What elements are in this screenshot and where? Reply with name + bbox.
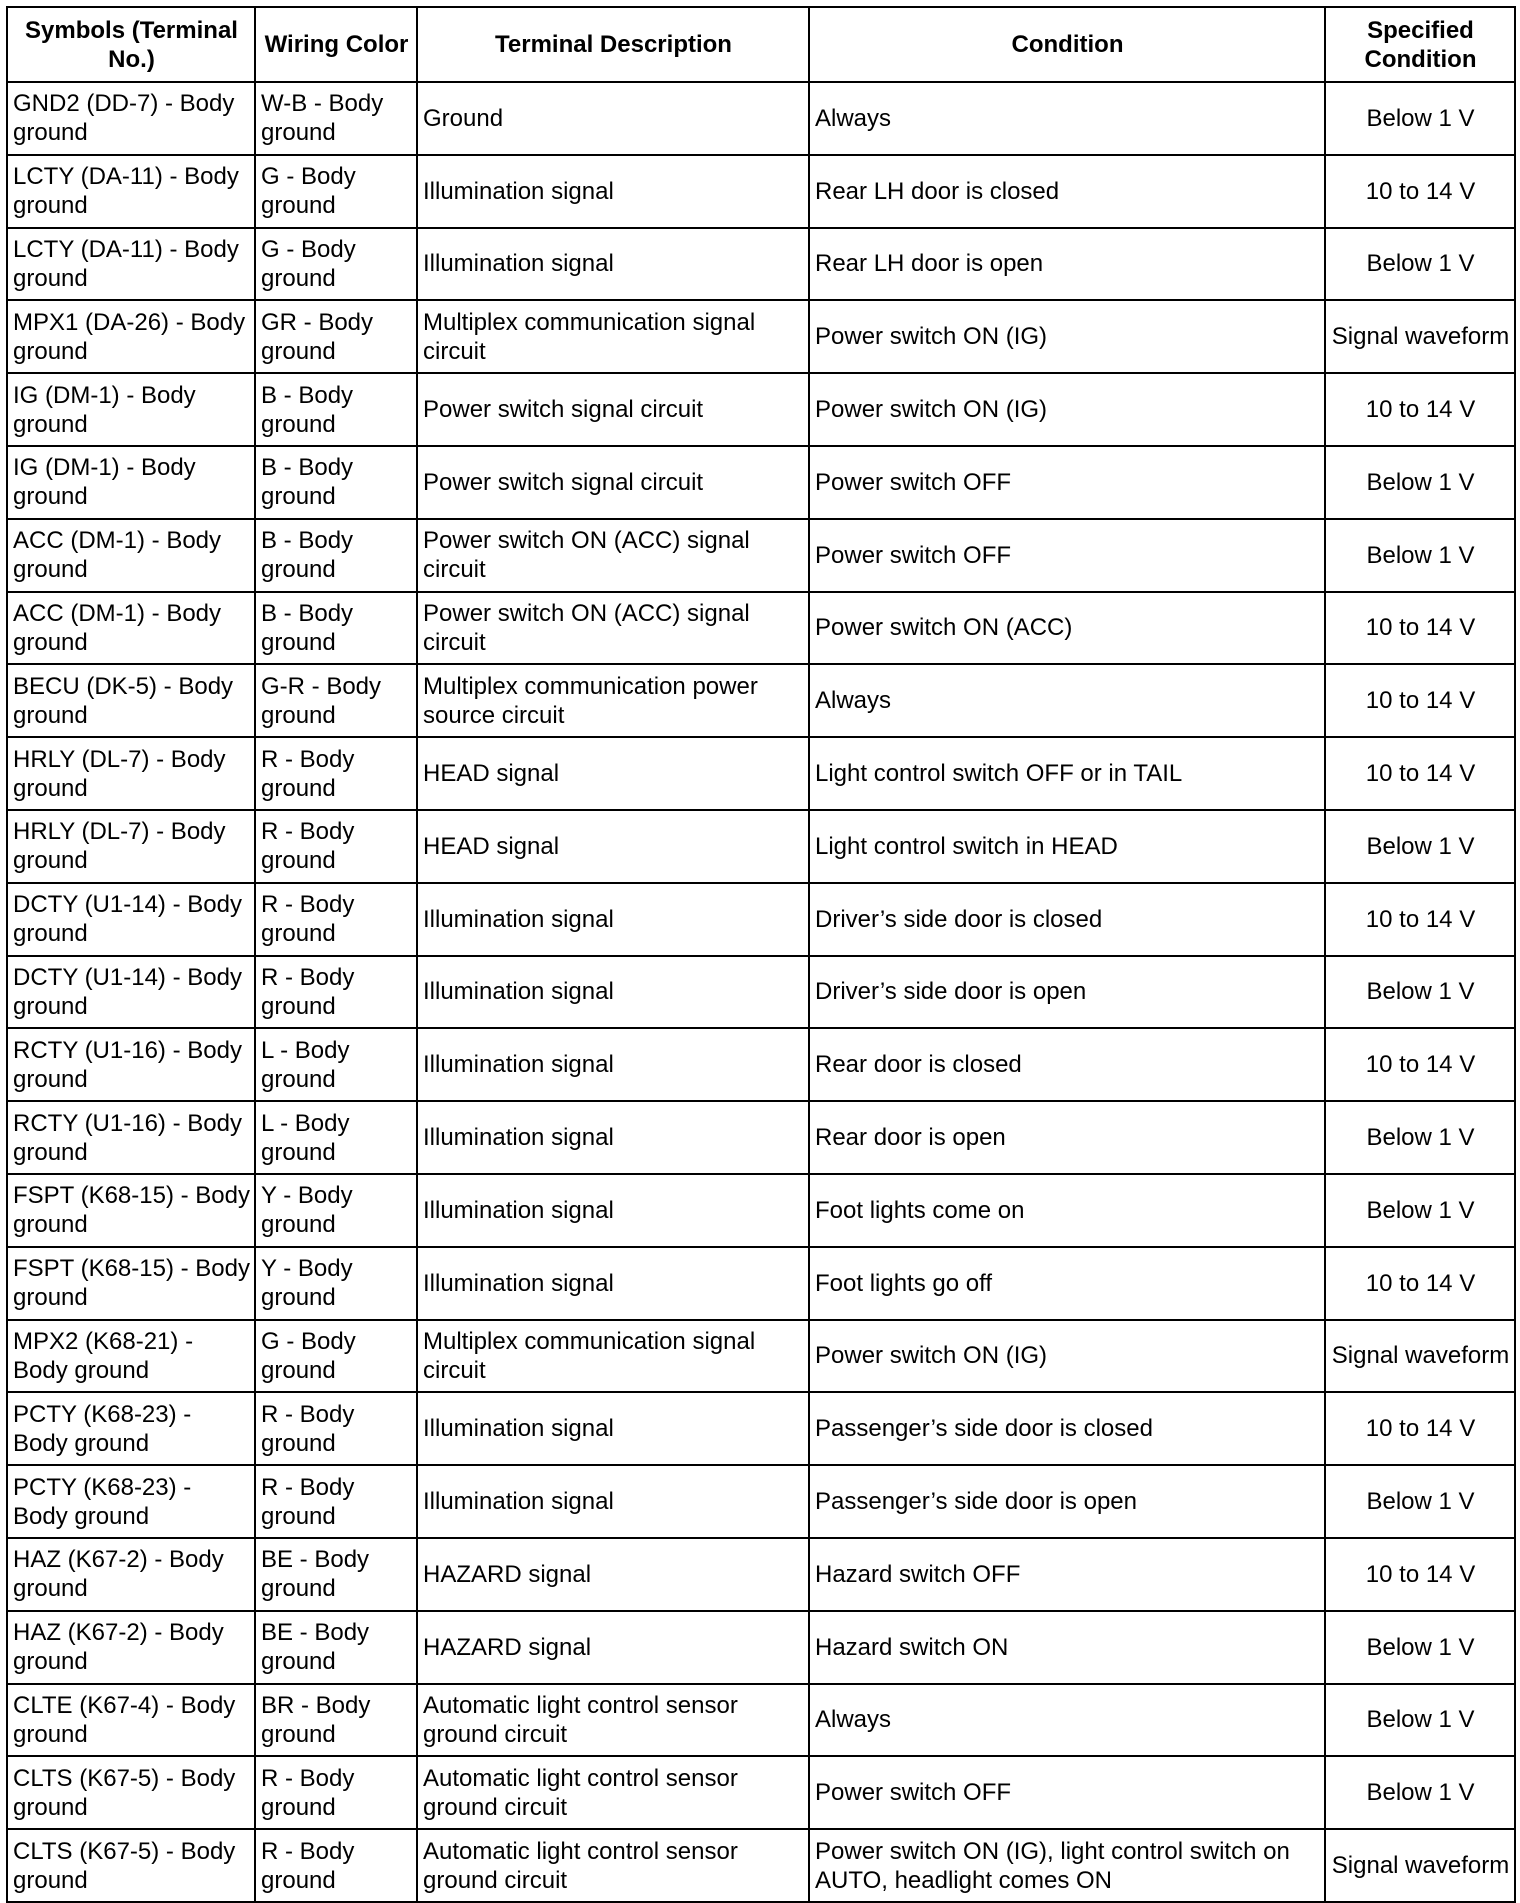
cell-specified-condition: Below 1 V [1325, 1611, 1515, 1684]
cell-specified-condition: 10 to 14 V [1325, 373, 1515, 446]
table-row [7, 1684, 1515, 1757]
cell-specified-condition: Below 1 V [1325, 1756, 1515, 1829]
cell-specified-condition: 10 to 14 V [1325, 1028, 1515, 1101]
cell-condition: Foot lights come on [809, 1174, 1325, 1247]
cell-terminal-description: Illumination signal [417, 228, 809, 301]
cell-wiring-color: G - Body ground [255, 155, 417, 228]
cell-symbol: LCTY (DA-11) - Body ground [7, 228, 255, 301]
cell-symbol: CLTS (K67-5) - Body ground [7, 1829, 255, 1902]
cell-symbol: CLTE (K67-4) - Body ground [7, 1684, 255, 1757]
header-wiring-color: Wiring Color [255, 7, 417, 82]
cell-terminal-description: Automatic light control sensor ground circuit [417, 1829, 809, 1902]
cell-symbol: CLTS (K67-5) - Body ground [7, 1756, 255, 1829]
terminal-spec-table [6, 6, 1516, 1903]
table-row [7, 810, 1515, 883]
cell-condition: Power switch ON (IG), light control switch on AUTO, headlight comes ON [809, 1829, 1325, 1902]
cell-symbol: FSPT (K68-15) - Body ground [7, 1247, 255, 1320]
cell-specified-condition: 10 to 14 V [1325, 155, 1515, 228]
cell-condition: Driver’s side door is open [809, 956, 1325, 1029]
table-row [7, 446, 1515, 519]
cell-wiring-color: B - Body ground [255, 519, 417, 592]
table-row [7, 883, 1515, 956]
table-row [7, 373, 1515, 446]
cell-wiring-color: Y - Body ground [255, 1174, 417, 1247]
cell-terminal-description: Illumination signal [417, 1028, 809, 1101]
cell-condition: Power switch OFF [809, 519, 1325, 592]
cell-specified-condition: 10 to 14 V [1325, 592, 1515, 665]
cell-specified-condition: Below 1 V [1325, 446, 1515, 519]
cell-terminal-description: Power switch signal circuit [417, 446, 809, 519]
cell-terminal-description: Power switch ON (ACC) signal circuit [417, 592, 809, 665]
cell-condition: Rear LH door is open [809, 228, 1325, 301]
cell-terminal-description: HEAD signal [417, 810, 809, 883]
table-row [7, 1101, 1515, 1174]
cell-condition: Always [809, 1684, 1325, 1757]
cell-specified-condition: Below 1 V [1325, 82, 1515, 155]
terminal-spec-table-container [6, 6, 1514, 1903]
cell-wiring-color: R - Body ground [255, 1392, 417, 1465]
cell-specified-condition: Below 1 V [1325, 810, 1515, 883]
cell-symbol: ACC (DM-1) - Body ground [7, 519, 255, 592]
cell-condition: Power switch ON (IG) [809, 373, 1325, 446]
cell-symbol: HRLY (DL-7) - Body ground [7, 737, 255, 810]
cell-specified-condition: Below 1 V [1325, 1465, 1515, 1538]
table-row [7, 1174, 1515, 1247]
cell-specified-condition: 10 to 14 V [1325, 737, 1515, 810]
table-row [7, 1392, 1515, 1465]
cell-symbol: MPX2 (K68-21) - Body ground [7, 1320, 255, 1393]
cell-symbol: HAZ (K67-2) - Body ground [7, 1611, 255, 1684]
cell-terminal-description: Power switch signal circuit [417, 373, 809, 446]
cell-symbol: DCTY (U1-14) - Body ground [7, 956, 255, 1029]
table-row [7, 519, 1515, 592]
cell-symbol: BECU (DK-5) - Body ground [7, 664, 255, 737]
cell-terminal-description: Illumination signal [417, 956, 809, 1029]
cell-symbol: ACC (DM-1) - Body ground [7, 592, 255, 665]
cell-wiring-color: L - Body ground [255, 1028, 417, 1101]
cell-wiring-color: BR - Body ground [255, 1684, 417, 1757]
cell-condition: Power switch OFF [809, 446, 1325, 519]
cell-condition: Foot lights go off [809, 1247, 1325, 1320]
table-row [7, 155, 1515, 228]
cell-terminal-description: HEAD signal [417, 737, 809, 810]
cell-specified-condition: 10 to 14 V [1325, 883, 1515, 956]
table-header [7, 7, 1515, 82]
cell-wiring-color: R - Body ground [255, 1829, 417, 1902]
cell-symbol: IG (DM-1) - Body ground [7, 373, 255, 446]
cell-terminal-description: Illumination signal [417, 1392, 809, 1465]
cell-terminal-description: Illumination signal [417, 883, 809, 956]
cell-specified-condition: Below 1 V [1325, 519, 1515, 592]
cell-symbol: HAZ (K67-2) - Body ground [7, 1538, 255, 1611]
table-row [7, 1829, 1515, 1902]
table-row [7, 300, 1515, 373]
header-symbols: Symbols (Terminal No.) [7, 7, 255, 82]
cell-specified-condition: Signal waveform [1325, 300, 1515, 373]
cell-wiring-color: B - Body ground [255, 373, 417, 446]
table-row [7, 1611, 1515, 1684]
cell-wiring-color: BE - Body ground [255, 1538, 417, 1611]
cell-condition: Rear LH door is closed [809, 155, 1325, 228]
cell-condition: Light control switch in HEAD [809, 810, 1325, 883]
cell-specified-condition: Below 1 V [1325, 1174, 1515, 1247]
header-condition: Condition [809, 7, 1325, 82]
cell-condition: Rear door is open [809, 1101, 1325, 1174]
header-terminal-description: Terminal Description [417, 7, 809, 82]
cell-specified-condition: Below 1 V [1325, 1101, 1515, 1174]
table-row [7, 1028, 1515, 1101]
cell-wiring-color: Y - Body ground [255, 1247, 417, 1320]
cell-symbol: MPX1 (DA-26) - Body ground [7, 300, 255, 373]
cell-condition: Always [809, 664, 1325, 737]
cell-terminal-description: Power switch ON (ACC) signal circuit [417, 519, 809, 592]
cell-terminal-description: Illumination signal [417, 155, 809, 228]
cell-terminal-description: Illumination signal [417, 1101, 809, 1174]
table-row [7, 1320, 1515, 1393]
cell-condition: Power switch OFF [809, 1756, 1325, 1829]
header-specified-condition: Specified Condition [1325, 7, 1515, 82]
cell-wiring-color: R - Body ground [255, 956, 417, 1029]
cell-specified-condition: 10 to 14 V [1325, 664, 1515, 737]
table-row [7, 664, 1515, 737]
cell-wiring-color: W-B - Body ground [255, 82, 417, 155]
cell-wiring-color: R - Body ground [255, 1756, 417, 1829]
cell-wiring-color: BE - Body ground [255, 1611, 417, 1684]
cell-condition: Passenger’s side door is closed [809, 1392, 1325, 1465]
cell-condition: Power switch ON (ACC) [809, 592, 1325, 665]
cell-condition: Rear door is closed [809, 1028, 1325, 1101]
table-row [7, 592, 1515, 665]
table-row [7, 1756, 1515, 1829]
cell-terminal-description: Automatic light control sensor ground circuit [417, 1684, 809, 1757]
cell-specified-condition: Below 1 V [1325, 228, 1515, 301]
cell-symbol: RCTY (U1-16) - Body ground [7, 1101, 255, 1174]
cell-terminal-description: HAZARD signal [417, 1611, 809, 1684]
cell-condition: Always [809, 82, 1325, 155]
cell-condition: Hazard switch OFF [809, 1538, 1325, 1611]
table-row [7, 737, 1515, 810]
cell-wiring-color: L - Body ground [255, 1101, 417, 1174]
cell-condition: Hazard switch ON [809, 1611, 1325, 1684]
cell-symbol: HRLY (DL-7) - Body ground [7, 810, 255, 883]
table-row [7, 1465, 1515, 1538]
cell-condition: Power switch ON (IG) [809, 300, 1325, 373]
cell-symbol: FSPT (K68-15) - Body ground [7, 1174, 255, 1247]
cell-condition: Driver’s side door is closed [809, 883, 1325, 956]
cell-specified-condition: 10 to 14 V [1325, 1538, 1515, 1611]
cell-terminal-description: Multiplex communication signal circuit [417, 1320, 809, 1393]
cell-wiring-color: GR - Body ground [255, 300, 417, 373]
cell-wiring-color: R - Body ground [255, 883, 417, 956]
table-body [7, 82, 1515, 1902]
cell-wiring-color: B - Body ground [255, 592, 417, 665]
table-row [7, 1538, 1515, 1611]
cell-wiring-color: R - Body ground [255, 1465, 417, 1538]
cell-terminal-description: Multiplex communication power source circuit [417, 664, 809, 737]
cell-symbol: LCTY (DA-11) - Body ground [7, 155, 255, 228]
cell-wiring-color: R - Body ground [255, 810, 417, 883]
cell-wiring-color: G-R - Body ground [255, 664, 417, 737]
header-row [7, 7, 1515, 82]
table-row [7, 1247, 1515, 1320]
cell-specified-condition: 10 to 14 V [1325, 1392, 1515, 1465]
cell-wiring-color: B - Body ground [255, 446, 417, 519]
cell-condition: Passenger’s side door is open [809, 1465, 1325, 1538]
table-row [7, 82, 1515, 155]
cell-specified-condition: Below 1 V [1325, 956, 1515, 1029]
cell-terminal-description: Automatic light control sensor ground circuit [417, 1756, 809, 1829]
cell-symbol: PCTY (K68-23) - Body ground [7, 1392, 255, 1465]
cell-wiring-color: G - Body ground [255, 228, 417, 301]
cell-terminal-description: Illumination signal [417, 1465, 809, 1538]
cell-specified-condition: 10 to 14 V [1325, 1247, 1515, 1320]
cell-symbol: PCTY (K68-23) - Body ground [7, 1465, 255, 1538]
cell-terminal-description: Illumination signal [417, 1247, 809, 1320]
cell-terminal-description: Illumination signal [417, 1174, 809, 1247]
cell-specified-condition: Signal waveform [1325, 1829, 1515, 1902]
table-row [7, 228, 1515, 301]
cell-terminal-description: Multiplex communication signal circuit [417, 300, 809, 373]
cell-specified-condition: Below 1 V [1325, 1684, 1515, 1757]
cell-wiring-color: G - Body ground [255, 1320, 417, 1393]
cell-terminal-description: HAZARD signal [417, 1538, 809, 1611]
cell-condition: Light control switch OFF or in TAIL [809, 737, 1325, 810]
cell-symbol: GND2 (DD-7) - Body ground [7, 82, 255, 155]
cell-symbol: DCTY (U1-14) - Body ground [7, 883, 255, 956]
table-row [7, 956, 1515, 1029]
cell-condition: Power switch ON (IG) [809, 1320, 1325, 1393]
cell-terminal-description: Ground [417, 82, 809, 155]
cell-symbol: RCTY (U1-16) - Body ground [7, 1028, 255, 1101]
cell-specified-condition: Signal waveform [1325, 1320, 1515, 1393]
cell-wiring-color: R - Body ground [255, 737, 417, 810]
cell-symbol: IG (DM-1) - Body ground [7, 446, 255, 519]
